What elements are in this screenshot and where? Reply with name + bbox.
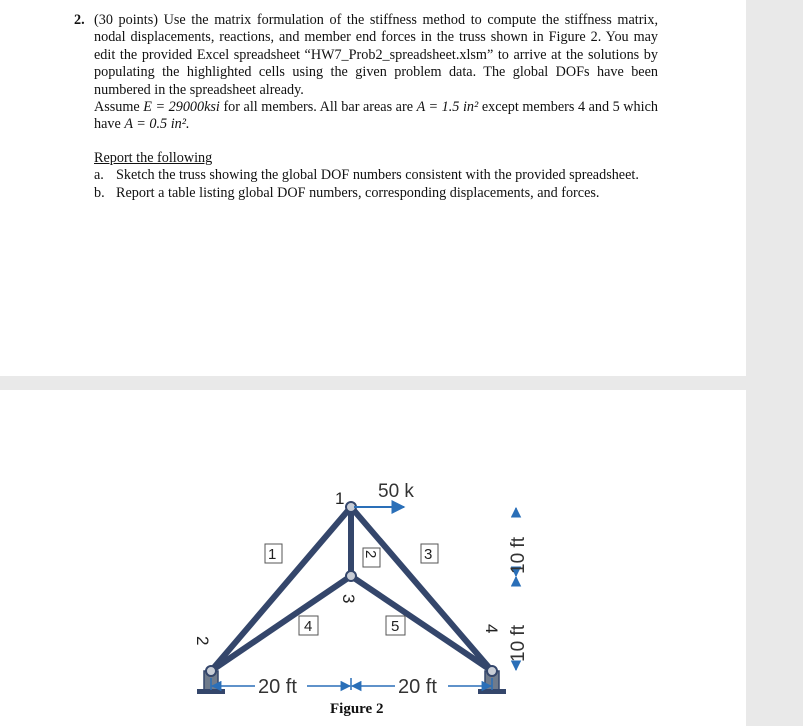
report-title: Report the following xyxy=(94,149,213,166)
assume-area-small: A = 0.5 in². xyxy=(124,116,190,133)
member-label-4: 4 xyxy=(304,618,313,635)
report-item-b xyxy=(94,185,658,202)
joint-3 xyxy=(346,571,356,581)
problem-statement-text: Use the matrix formulation of the stiffness method to compute the stiffness matrix, nodal displacements, reactions, and member end forces in the truss shown in Figure 2. You may edit the provided Excel spreadsheet “HW7_Prob2_spreadsheet.xlsm” to arrive at the solutions by populating the highlighted cells using the given problem data. The global DOFs have been numbered in the spreadsheet already. xyxy=(94,12,659,98)
report-item-a xyxy=(94,167,658,184)
item-text: Report a table listing global DOF numbers, corresponding displacements, and forces. xyxy=(116,184,600,201)
report-section xyxy=(94,150,658,202)
assume-text-2: except members 4 and 5 which have xyxy=(94,99,658,133)
item-text: Sketch the truss showing the global DOF numbers consistent with the provided spreadsheet. xyxy=(116,167,639,184)
load-label: 50 k xyxy=(378,481,414,502)
problem-statement xyxy=(94,12,658,99)
member-label-3: 3 xyxy=(424,546,433,563)
assume-prefix: Assume xyxy=(94,99,140,116)
node-label-1: 1 xyxy=(335,489,345,508)
truss-figure xyxy=(0,390,746,726)
joint-2 xyxy=(206,666,216,676)
member-label-5: 5 xyxy=(391,618,400,635)
item-label: a. xyxy=(94,167,104,184)
problem-body xyxy=(94,12,658,134)
assume-area: A = 1.5 in² xyxy=(416,99,479,116)
item-label: b. xyxy=(94,184,105,201)
dimension-right: 20 ft xyxy=(398,676,437,698)
dimension-height-lower: 10 ft xyxy=(508,625,529,662)
problem-2 xyxy=(74,12,658,202)
page-1 xyxy=(0,0,746,376)
horizontal-dimension xyxy=(211,678,492,690)
node-label-4: 4 xyxy=(482,624,501,634)
assume-text-1: for all members. All bar areas are xyxy=(223,99,413,116)
assumptions xyxy=(94,99,658,134)
node-label-3: 3 xyxy=(339,594,358,604)
truss-members xyxy=(211,507,492,671)
figure-caption: Figure 2 xyxy=(330,701,384,717)
assume-modulus: E = 29000ksi xyxy=(143,99,220,116)
problem-number: 2. xyxy=(74,12,85,28)
member-label-1: 1 xyxy=(268,546,277,563)
node-label-2: 2 xyxy=(193,636,212,646)
member-label-2: 2 xyxy=(362,550,379,559)
dimension-left: 20 ft xyxy=(258,676,297,698)
dimension-height-upper: 10 ft xyxy=(508,537,529,574)
problem-points: (30 points) xyxy=(94,12,158,28)
joint-4 xyxy=(487,666,497,676)
page-2 xyxy=(0,390,746,726)
